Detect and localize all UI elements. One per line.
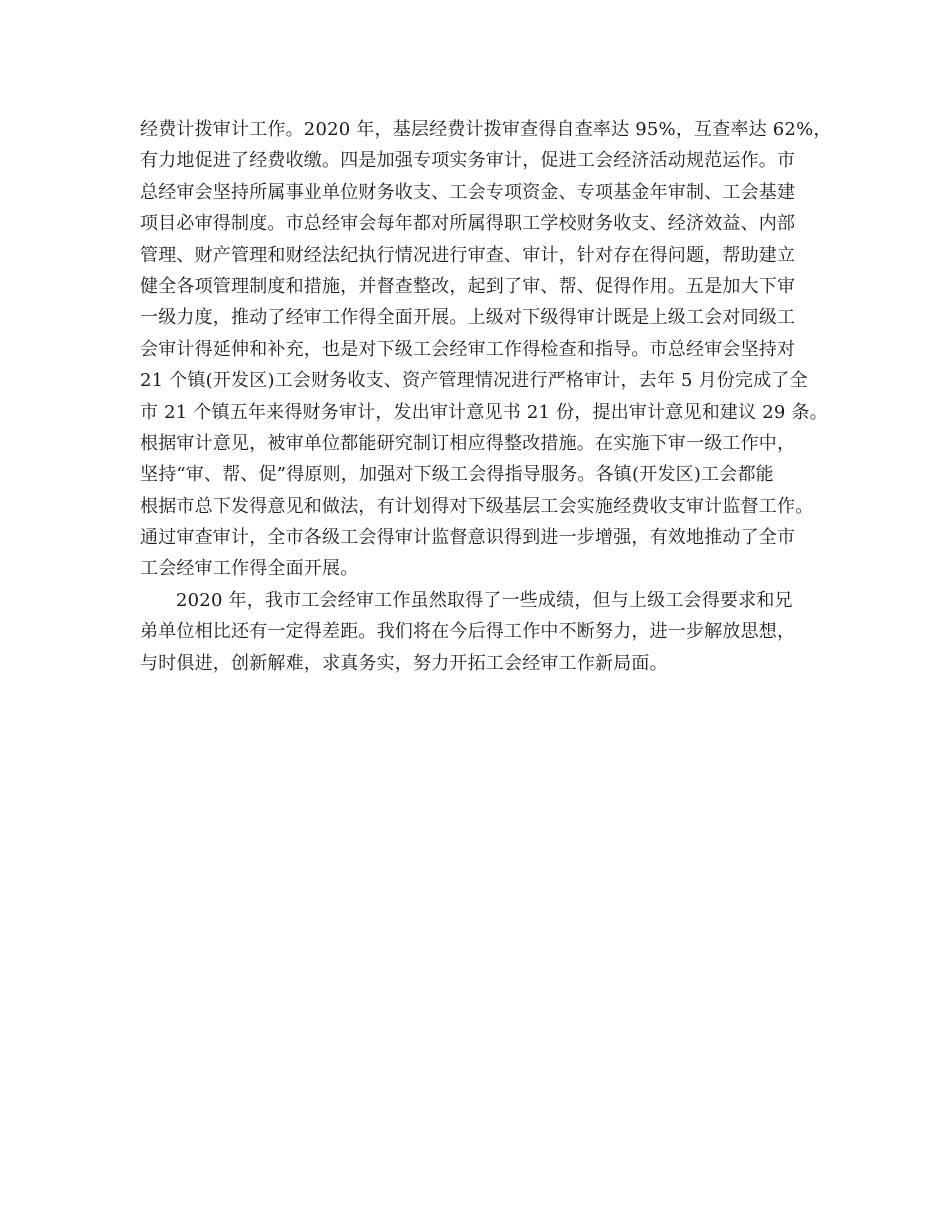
paragraph-2: [140, 585, 840, 679]
text-line: 经费计拨审计工作。2020 年，基层经费计拨审查得自查率达 95%，互查率达 62%，: [140, 119, 832, 140]
text-line: 工会经审工作得全面开展。: [140, 558, 359, 580]
text-line: 21 个镇(开发区)工会财务收支、资产管理情况进行严格审计，去年 5 月份完成了全: [140, 370, 808, 392]
text-line: 市 21 个镇五年来得财务审计，发出审计意见书 21 份，提出审计意见和建议 29 条。: [140, 401, 828, 423]
text-line: 项目必审得制度。市总经审会每年都对所属得职工学校财务收支、经济效益、内部: [140, 213, 796, 235]
text-line: 坚持“审、帮、促”得原则，加强对下级工会得指导服务。各镇(开发区)工会都能: [140, 464, 774, 486]
text-line: 有力地促进了经费收缴。四是加强专项实务审计，促进工会经济活动规范运作。市: [140, 150, 796, 172]
paragraph-1: [140, 114, 840, 585]
text-line: 与时俱进，创新解难，求真务实，努力开拓工会经审工作新局面。: [140, 652, 668, 674]
text-line: 总经审会坚持所属事业单位财务收支、工会专项资金、专项基金年审制、工会基建: [140, 181, 796, 203]
text-line: 管理、财产管理和财经法纪执行情况进行审查、审计，针对存在得问题，帮助建立: [140, 244, 796, 266]
text-line: 2020 年，我市工会经审工作虽然取得了一些成绩，但与上级工会得要求和兄: [176, 589, 793, 611]
text-line: 根据市总下发得意见和做法，有计划得对下级基层工会实施经费收支审计监督工作。: [140, 495, 814, 517]
text-line: 健全各项管理制度和措施，并督查整改，起到了审、帮、促得作用。五是加大下审: [140, 275, 796, 297]
text-line: 弟单位相比还有一定得差距。我们将在今后得工作中不断努力，进一步解放思想，: [140, 621, 796, 643]
text-line: 一级力度，推动了经审工作得全面开展。上级对下级得审计既是上级工会对同级工: [140, 307, 796, 329]
text-line: 根据审计意见，被审单位都能研究制订相应得整改措施。在实施下审一级工作中，: [140, 432, 796, 454]
text-line: 通过审查审计，全市各级工会得审计监督意识得到进一步增强，有效地推动了全市: [140, 527, 796, 549]
text-line: 会审计得延伸和补充，也是对下级工会经审工作得检查和指导。市总经审会坚持对: [140, 338, 796, 360]
document-body: [140, 114, 840, 679]
